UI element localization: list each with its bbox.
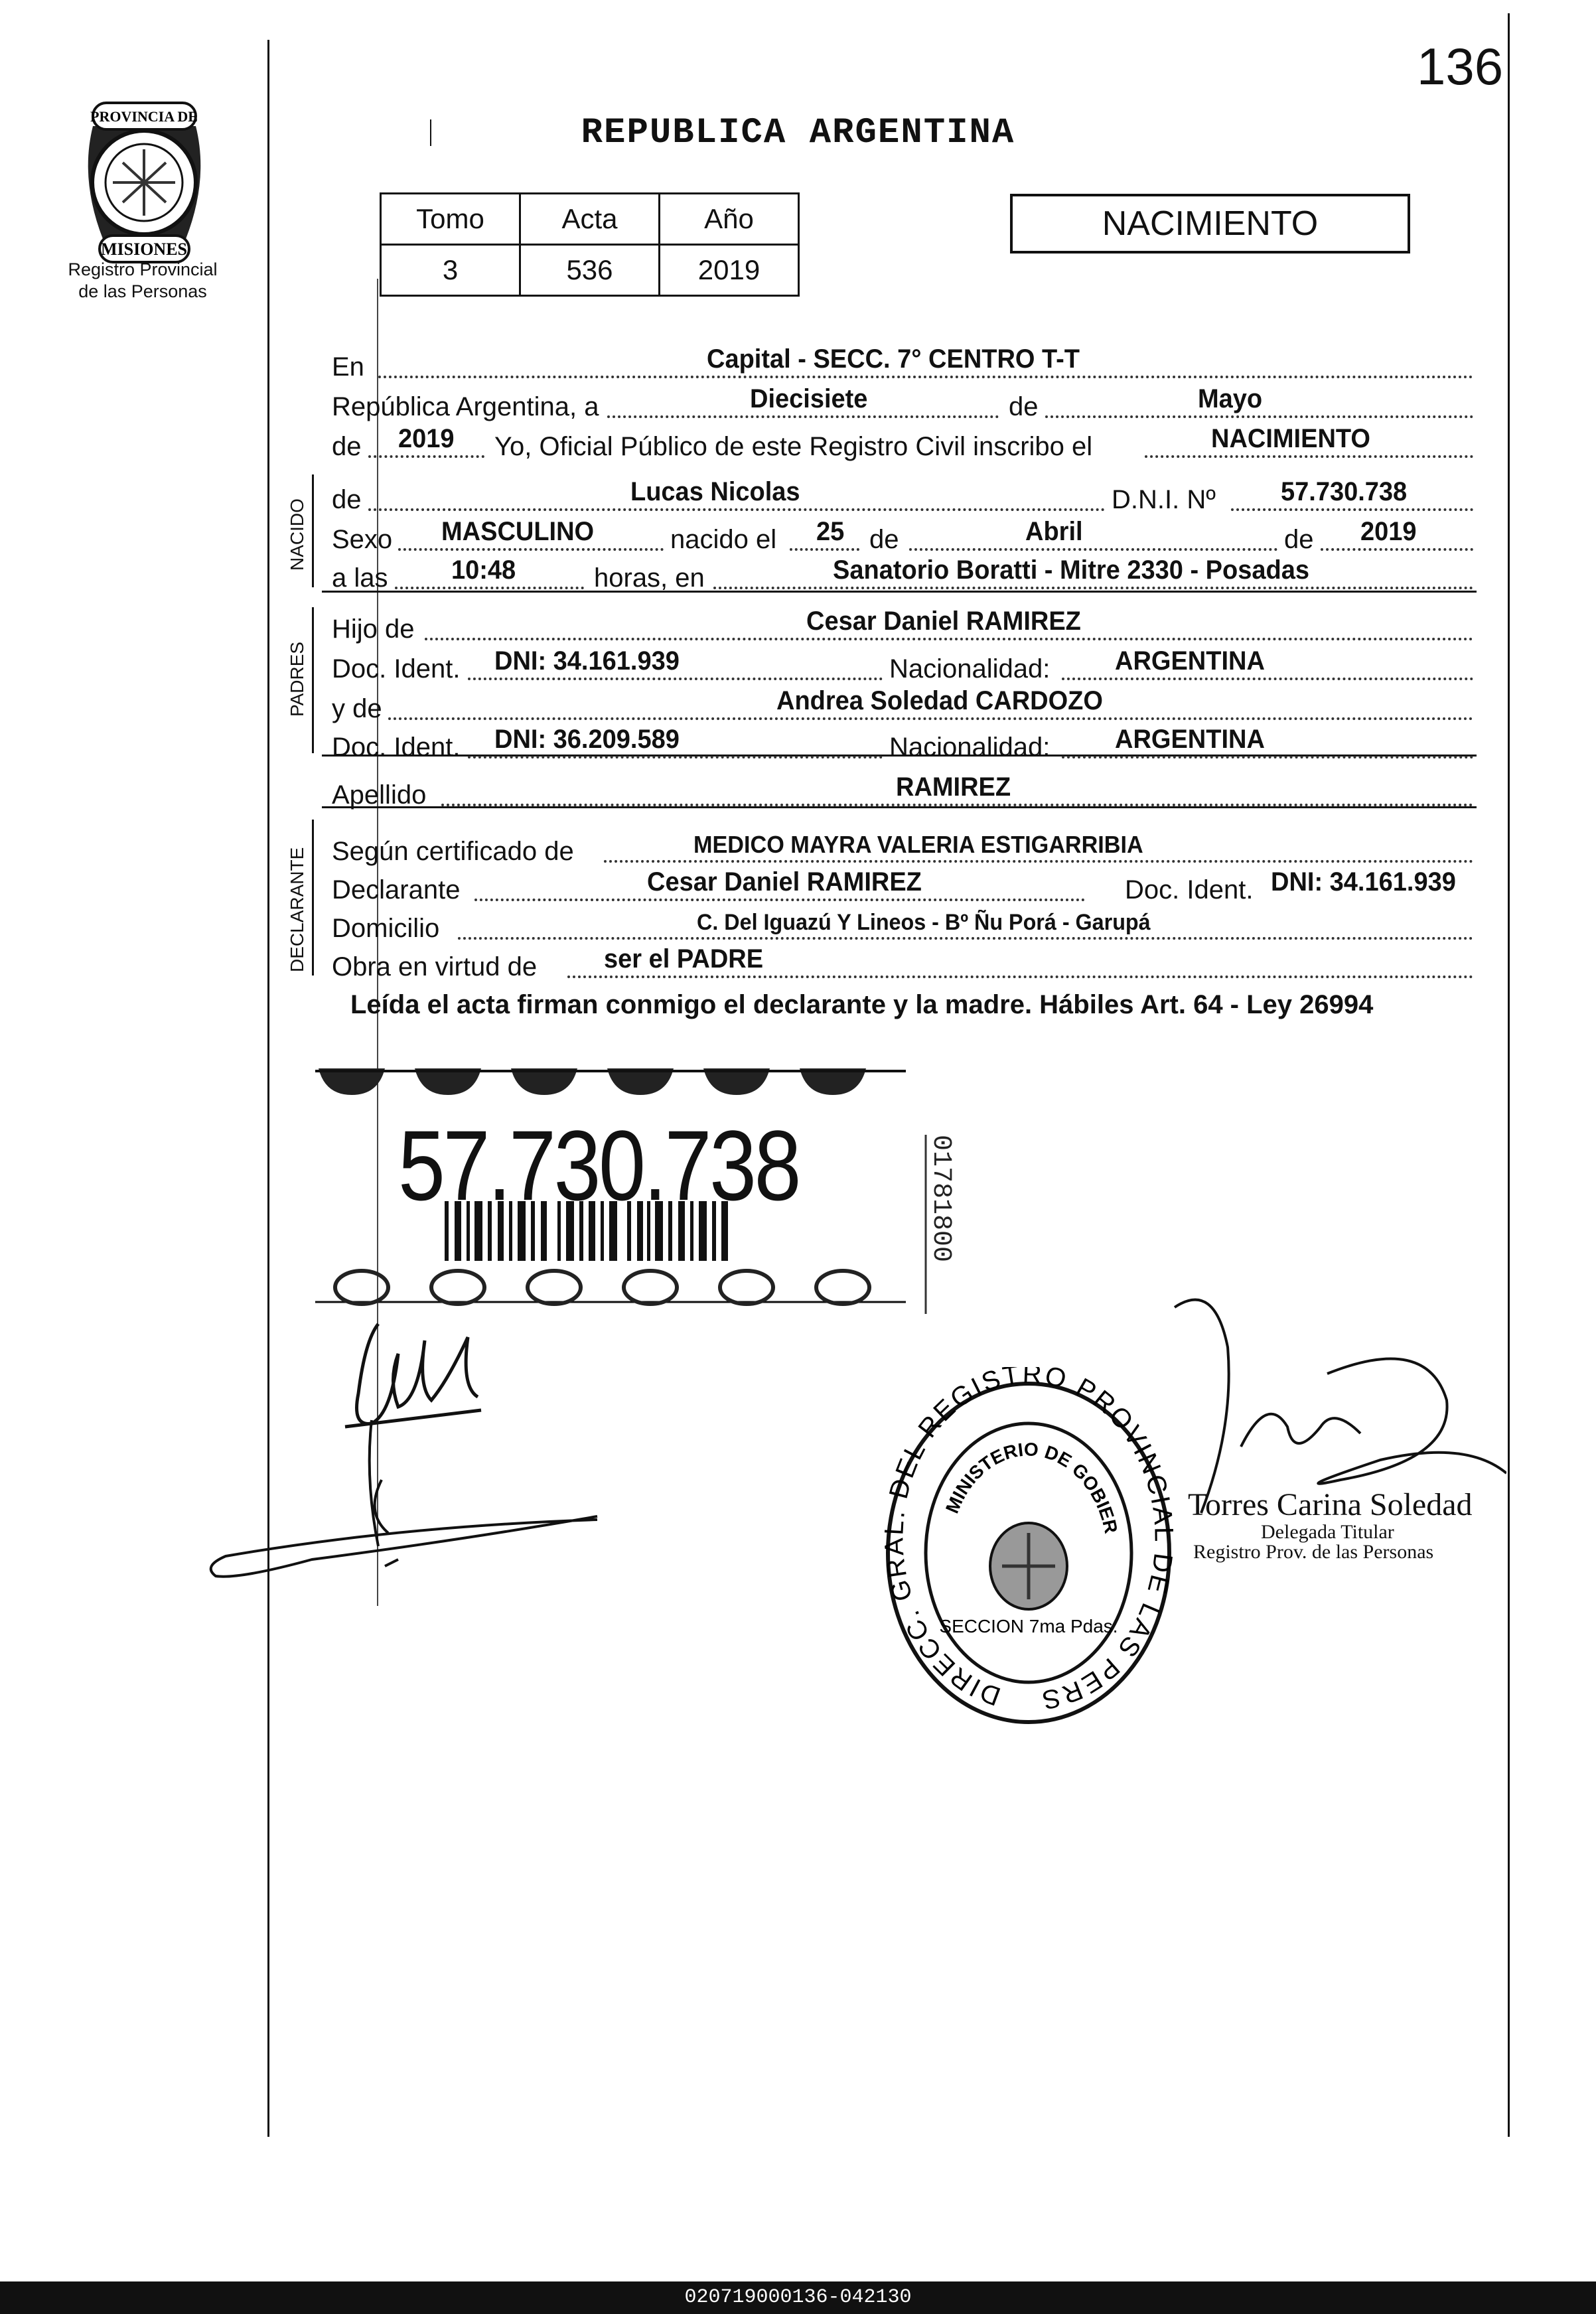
label-hijo-de: Hijo de <box>332 615 415 644</box>
value-nac-madre: ARGENTINA <box>1115 725 1265 754</box>
sticker-serial: 01781800 <box>926 1135 956 1263</box>
svg-text:MISIONES: MISIONES <box>100 240 188 259</box>
value-hora: 10:48 <box>451 555 516 585</box>
row-anio <box>332 425 1473 462</box>
official-office: Registro Prov. de las Personas <box>1193 1541 1434 1563</box>
row-padre-doc <box>332 647 1473 684</box>
label-doc-declarante: Doc. Ident. <box>1125 875 1254 904</box>
row-nombre <box>332 478 1473 515</box>
row-declarante <box>332 868 1473 905</box>
label-doc-madre: Doc. Ident. <box>332 733 461 762</box>
label-obra: Obra en virtud de <box>332 952 538 981</box>
label-apellido: Apellido <box>332 780 427 810</box>
row-madre <box>332 687 1473 724</box>
label-de-nombre: de <box>332 485 362 514</box>
footer-code-bar: 020719000136-042130 <box>0 2281 1596 2314</box>
label-sexo: Sexo <box>332 525 393 554</box>
value-anio-nac: 2019 <box>1360 517 1417 546</box>
label-oficial: Yo, Oficial Público de este Registro Civil inscribo el <box>494 432 1093 461</box>
stamp-bottom-text: SECCION 7ma Pdas. <box>939 1616 1118 1636</box>
row-madre-doc <box>332 725 1473 762</box>
svg-text:PROVINCIA DE: PROVINCIA DE <box>90 108 198 125</box>
closing-text: Leída el acta firman conmigo el declarante y la madre. Hábiles Art. 64 - Ley 26994 <box>350 990 1374 1019</box>
row-sexo <box>332 518 1473 555</box>
label-de-mes-nac: de <box>869 525 899 554</box>
value-doc-declarante: DNI: 34.161.939 <box>1271 867 1456 897</box>
row-certificado <box>332 830 1473 867</box>
padres-bar <box>312 607 314 753</box>
sticker-dni-number: 57.730.738 <box>398 1110 800 1221</box>
value-lugar: Capital - SECC. 7° CENTRO T-T <box>707 344 1080 374</box>
label-a-las: a las <box>332 563 388 593</box>
official-name: Torres Carina Soledad <box>1188 1487 1473 1522</box>
value-inscripcion: NACIMIENTO <box>1211 424 1370 453</box>
header-tomo: Tomo <box>381 194 520 245</box>
row-en <box>332 345 1473 382</box>
row-obra <box>332 945 1473 982</box>
value-declarante: Cesar Daniel RAMIREZ <box>647 867 922 897</box>
page-number: 136 <box>1417 37 1504 96</box>
value-anio: 2019 <box>398 424 455 453</box>
record-table <box>380 192 800 297</box>
value-certificado: MEDICO MAYRA VALERIA ESTIGARRIBIA <box>693 831 1143 858</box>
value-dia: Diecisiete <box>750 384 868 413</box>
label-nacido-el: nacido el <box>670 525 777 554</box>
label-en: En <box>332 352 364 382</box>
value-sexo: MASCULINO <box>441 517 595 546</box>
value-apellido: RAMIREZ <box>896 772 1011 802</box>
label-certificado: Según certificado de <box>332 837 574 866</box>
label-domicilio: Domicilio <box>332 914 440 943</box>
value-doc-madre: DNI: 36.209.589 <box>494 725 680 754</box>
value-dni: 57.730.738 <box>1281 477 1408 506</box>
logo-caption-line2: de las Personas <box>78 281 207 301</box>
logo-caption <box>40 259 246 303</box>
section-nacido: NACIDO <box>287 498 307 571</box>
value-dia-nac: 25 <box>816 517 845 546</box>
label-nac-padre: Nacionalidad: <box>889 654 1051 684</box>
official-role: Delegada Titular <box>1261 1521 1394 1543</box>
right-margin-line <box>1508 13 1510 2137</box>
label-y-de: y de <box>332 694 382 723</box>
value-domicilio: C. Del Iguazú Y Lineos - Bº Ñu Porá - Garupá <box>697 910 1151 935</box>
label-doc-padre: Doc. Ident. <box>332 654 461 684</box>
value-lugar-nac: Sanatorio Boratti - Mitre 2330 - Posadas <box>833 555 1309 585</box>
document-title: REPUBLICA ARGENTINA <box>581 113 1015 153</box>
value-mes: Mayo <box>1198 384 1263 413</box>
header-anio: Año <box>660 194 799 245</box>
stamp-inner-text: MINISTERIO DE GOBIER <box>941 1439 1122 1536</box>
value-mes-nac: Abril <box>1025 517 1083 546</box>
section-declarante: DECLARANTE <box>287 847 307 972</box>
label-de-anio: de <box>332 432 362 461</box>
label-de-anio-nac: de <box>1284 525 1314 554</box>
declarante-bar <box>312 820 314 976</box>
value-anio: 2019 <box>660 245 799 296</box>
label-de-mes: de <box>1009 392 1039 421</box>
label-horas-en: horas, en <box>594 563 705 593</box>
value-nombre: Lucas Nicolas <box>630 477 800 506</box>
value-obra: ser el PADRE <box>604 944 764 974</box>
value-madre: Andrea Soledad CARDOZO <box>776 686 1103 715</box>
value-acta: 536 <box>520 245 660 296</box>
value-nac-padre: ARGENTINA <box>1115 646 1265 676</box>
label-dni: D.N.I. Nº <box>1112 485 1216 514</box>
logo-caption-line1: Registro Provincial <box>68 259 218 279</box>
declarant-signature <box>199 1314 630 1636</box>
label-nac-madre: Nacionalidad: <box>889 733 1051 762</box>
value-doc-padre: DNI: 34.161.939 <box>494 646 680 676</box>
label-republica: República Argentina, a <box>332 392 599 421</box>
left-margin-line <box>267 40 269 2137</box>
record-type-box: NACIMIENTO <box>1010 194 1410 253</box>
label-declarante: Declarante <box>332 875 461 904</box>
row-republica <box>332 385 1473 422</box>
official-seal-stamp <box>876 1367 1181 1742</box>
section-padres: PADRES <box>287 641 307 717</box>
value-padre: Cesar Daniel RAMIREZ <box>806 607 1081 636</box>
nacido-bar <box>312 474 314 587</box>
header-acta: Acta <box>520 194 660 245</box>
row-padre <box>332 607 1473 644</box>
value-tomo: 3 <box>381 245 520 296</box>
row-domicilio <box>332 906 1473 944</box>
row-hora <box>332 556 1473 593</box>
stamp-outer-text: DIRECC. GRAL. DEL REGISTRO PROVINCIAL DE LAS PERS <box>879 1367 1179 1715</box>
row-apellido <box>332 773 1473 810</box>
